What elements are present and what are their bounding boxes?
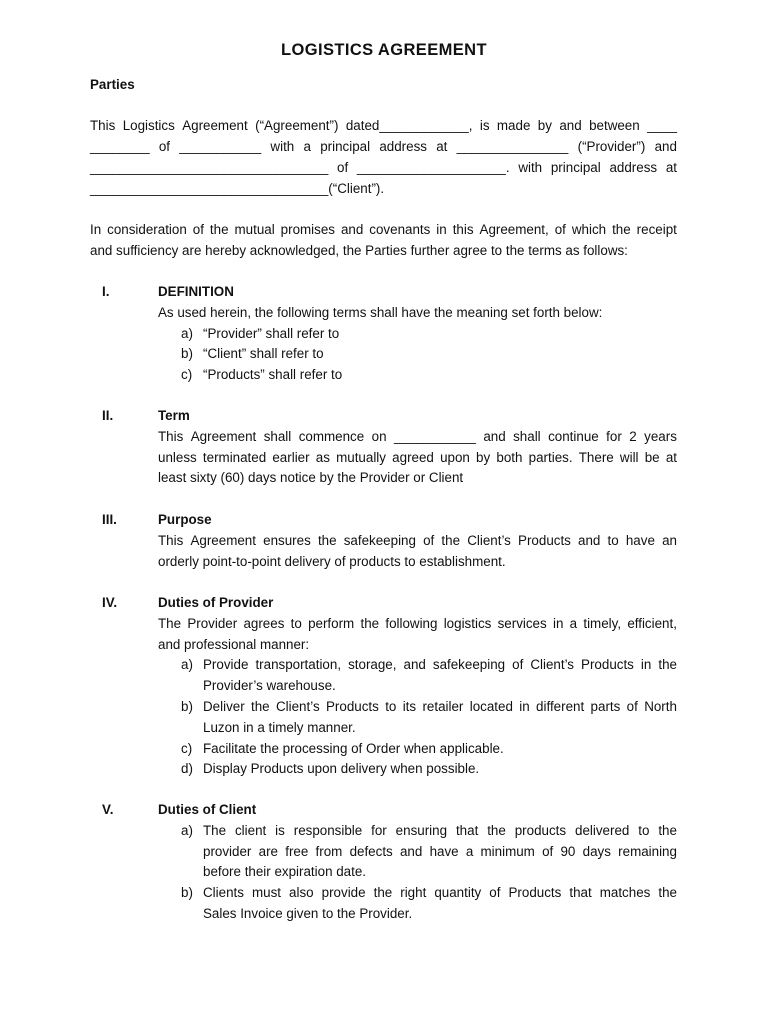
word: Provider — [187, 615, 238, 631]
word: that — [569, 885, 592, 901]
word: The — [203, 822, 227, 838]
word: quantity — [434, 885, 482, 901]
word: at — [665, 449, 677, 465]
list-item-line: Provider’s warehouse. — [203, 678, 336, 694]
section-line — [158, 531, 677, 552]
list-item-letter: a) — [181, 325, 193, 341]
word: ____________________. — [356, 160, 510, 175]
word: years — [644, 428, 677, 444]
word: ________ — [90, 139, 150, 154]
parties-line — [90, 158, 677, 179]
word: products — [514, 822, 567, 838]
list-item-line: Display Products upon delivery when possible. — [203, 761, 480, 777]
word: both — [496, 449, 523, 465]
word: agreed — [392, 449, 434, 465]
parties-line — [90, 116, 677, 137]
word: remaining — [618, 843, 677, 859]
word: that — [455, 822, 479, 838]
word: of — [554, 222, 566, 237]
section-line: least sixty (60) days notice by the Provider or Client — [158, 470, 464, 486]
word: unless — [158, 449, 197, 465]
word: (“Provider”) — [577, 139, 646, 154]
word: 90 — [560, 843, 576, 859]
word: timely, — [583, 615, 622, 631]
list-item-line: Sales Invoice given to the Provider. — [203, 906, 413, 921]
word: ________________________________ — [90, 160, 329, 175]
section-heading: Term — [158, 408, 190, 423]
list-item-line: Luzon in a timely manner. — [203, 719, 356, 735]
word: terminated — [202, 449, 267, 465]
word: principal — [550, 160, 601, 175]
word: by — [537, 118, 552, 133]
word: is — [479, 118, 490, 133]
word: mutual — [234, 222, 275, 237]
word: minimum — [480, 843, 535, 859]
section-line — [158, 427, 677, 448]
word: In — [90, 222, 102, 237]
word: following — [385, 615, 438, 631]
word: of — [626, 699, 638, 714]
word: for — [606, 428, 622, 444]
word: this — [452, 222, 474, 237]
word: Clients — [203, 885, 244, 901]
list-item-letter: c) — [181, 367, 193, 383]
word: of — [423, 532, 435, 548]
word: on — [371, 428, 387, 444]
word: the — [658, 822, 677, 838]
word: the — [658, 885, 677, 901]
word: at — [665, 160, 677, 175]
consideration-line — [90, 220, 677, 241]
word: a — [465, 843, 474, 859]
word: shall — [513, 428, 541, 444]
list-item-line — [203, 697, 677, 718]
word: by — [476, 449, 491, 465]
word: and — [654, 139, 677, 154]
word: have — [625, 532, 655, 548]
word: agrees — [243, 615, 285, 631]
document-title: LOGISTICS AGREEMENT — [281, 41, 487, 59]
list-item-letter: d) — [181, 761, 193, 777]
word: services — [497, 615, 547, 631]
word: client — [234, 822, 267, 838]
word: with — [270, 139, 295, 154]
word: and — [340, 222, 364, 237]
section-line — [158, 448, 677, 469]
word: Agreement, — [479, 222, 549, 237]
list-item-letter: a) — [181, 657, 193, 673]
word: shall — [263, 428, 292, 444]
list-item-line — [203, 883, 677, 904]
list-item-line — [203, 821, 677, 842]
section-number: I. — [102, 284, 110, 299]
word: efficient, — [627, 615, 677, 631]
word: matches — [599, 885, 651, 901]
list-item-line: Facilitate the processing of Order when applicable. — [203, 740, 504, 756]
section-heading: Duties of Provider — [158, 595, 274, 610]
section-heading: Duties of Client — [158, 802, 257, 817]
word: which — [571, 222, 607, 237]
word: different — [536, 699, 585, 714]
word: mutually — [336, 449, 386, 465]
parties-line: ________________________________(“Client”). — [90, 181, 385, 196]
word: Client’s — [467, 532, 511, 548]
word: the — [209, 222, 229, 237]
list-item: “Client” shall refer to — [203, 346, 324, 362]
word: its — [402, 699, 417, 714]
word: ___________ — [179, 139, 262, 154]
section-line: orderly point-to-point delivery of products to establishment. — [158, 553, 506, 569]
word: Provide — [203, 657, 249, 673]
word: Products — [508, 885, 562, 901]
word: transportation, — [255, 657, 342, 673]
word: continue — [548, 428, 599, 444]
word: made — [496, 118, 531, 133]
word: is — [275, 822, 285, 838]
word: ensuring — [395, 822, 448, 838]
section-heading: DEFINITION — [158, 284, 234, 299]
list-item: “Provider” shall refer to — [203, 325, 340, 341]
word: perform — [308, 615, 355, 631]
word: right — [400, 885, 427, 901]
word: the — [612, 222, 631, 237]
word: provide — [321, 885, 366, 901]
parties-line — [90, 137, 677, 158]
word: a — [303, 139, 311, 154]
word: Products — [326, 699, 379, 714]
word: in — [519, 699, 530, 714]
list-item-letter: b) — [181, 699, 193, 714]
word: and — [559, 118, 582, 133]
word: Logistics — [122, 118, 175, 133]
section-heading: Purpose — [158, 512, 212, 527]
word: This — [158, 428, 184, 444]
list-item: “Products” shall refer to — [203, 367, 343, 383]
word: ___________ — [393, 428, 476, 444]
word: must — [251, 885, 281, 901]
word: Agreement — [190, 532, 256, 548]
word: dated____________, — [345, 118, 473, 133]
word: of — [337, 160, 349, 175]
word: as — [315, 449, 330, 465]
consideration-line: and sufficiency are hereby acknowledged, the Parties further agree to the terms as follows: — [90, 243, 628, 258]
word: to — [290, 615, 302, 631]
word: covenants — [369, 222, 431, 237]
word: responsible — [293, 822, 363, 838]
word: The — [158, 615, 182, 631]
word: a — [569, 615, 578, 631]
word: for — [371, 822, 387, 838]
word: to — [607, 532, 619, 548]
word: ensures — [263, 532, 311, 548]
word: This — [90, 118, 116, 133]
list-item-letter: a) — [181, 822, 193, 838]
word: with — [518, 160, 543, 175]
word: safekeeping — [432, 657, 506, 673]
word: 2 — [629, 428, 637, 444]
word: address — [609, 160, 658, 175]
word: North — [644, 699, 677, 714]
word: the — [373, 885, 393, 901]
word: days — [582, 843, 611, 859]
word: an — [662, 532, 677, 548]
parties-heading: Parties — [90, 77, 135, 92]
word: defects — [349, 843, 393, 859]
word: also — [289, 885, 314, 901]
word: Deliver — [203, 699, 245, 714]
word: from — [315, 843, 343, 859]
word: the — [317, 532, 337, 548]
word: and — [403, 657, 426, 673]
word: and — [399, 843, 423, 859]
word: Client’s — [275, 699, 320, 714]
word: receipt — [636, 222, 677, 237]
word: (“Agreement”) — [255, 118, 339, 133]
word: and — [578, 532, 601, 548]
word: be — [644, 449, 660, 465]
word: safekeeping — [343, 532, 416, 548]
word: Agreement — [182, 118, 248, 133]
word: to — [385, 699, 397, 714]
list-item-letter: b) — [181, 885, 193, 901]
section-number: V. — [102, 802, 114, 817]
word: the — [251, 699, 270, 714]
word: This — [158, 532, 184, 548]
word: between — [589, 118, 640, 133]
word: of — [192, 222, 204, 237]
word: Products — [581, 657, 634, 673]
word: parts — [590, 699, 621, 714]
word: at — [436, 139, 448, 154]
list-item-line — [203, 655, 677, 676]
word: Products — [518, 532, 571, 548]
word: of — [489, 885, 501, 901]
section-number: IV. — [102, 595, 118, 610]
word: will — [619, 449, 639, 465]
word: the — [441, 532, 461, 548]
word: retailer — [422, 699, 464, 714]
word: in — [436, 222, 447, 237]
word: the — [360, 615, 380, 631]
section-line — [158, 614, 677, 635]
list-item-letter: c) — [181, 740, 193, 756]
list-item-line: before their expiration date. — [203, 864, 367, 880]
word: _______________ — [456, 139, 569, 154]
word: have — [429, 843, 459, 859]
word: of — [512, 657, 524, 673]
word: the — [487, 822, 506, 838]
section-number: II. — [102, 408, 114, 423]
word: are — [258, 843, 278, 859]
word: delivered — [575, 822, 630, 838]
word: provider — [203, 843, 252, 859]
word: consideration — [107, 222, 187, 237]
word: free — [285, 843, 309, 859]
word: of — [158, 139, 170, 154]
word: in — [552, 615, 564, 631]
word: address — [379, 139, 427, 154]
word: located — [469, 699, 513, 714]
word: principal — [320, 139, 371, 154]
word: ____ — [647, 118, 677, 133]
word: in — [640, 657, 652, 673]
word: parties. — [528, 449, 573, 465]
word: upon — [440, 449, 470, 465]
word: There — [578, 449, 614, 465]
section-intro: As used herein, the following terms shall have the meaning set forth below: — [158, 304, 603, 320]
word: Client’s — [530, 657, 574, 673]
word: storage, — [348, 657, 397, 673]
word: logistics — [443, 615, 492, 631]
word: to — [638, 822, 650, 838]
word: the — [658, 657, 677, 673]
section-line: and professional manner: — [158, 636, 310, 652]
word: promises — [280, 222, 335, 237]
word: of — [542, 843, 554, 859]
list-item-letter: b) — [181, 346, 193, 362]
list-item-line — [203, 842, 677, 863]
word: and — [483, 428, 506, 444]
word: Agreement — [190, 428, 257, 444]
word: earlier — [272, 449, 310, 465]
word: commence — [298, 428, 365, 444]
section-number: III. — [102, 512, 117, 527]
